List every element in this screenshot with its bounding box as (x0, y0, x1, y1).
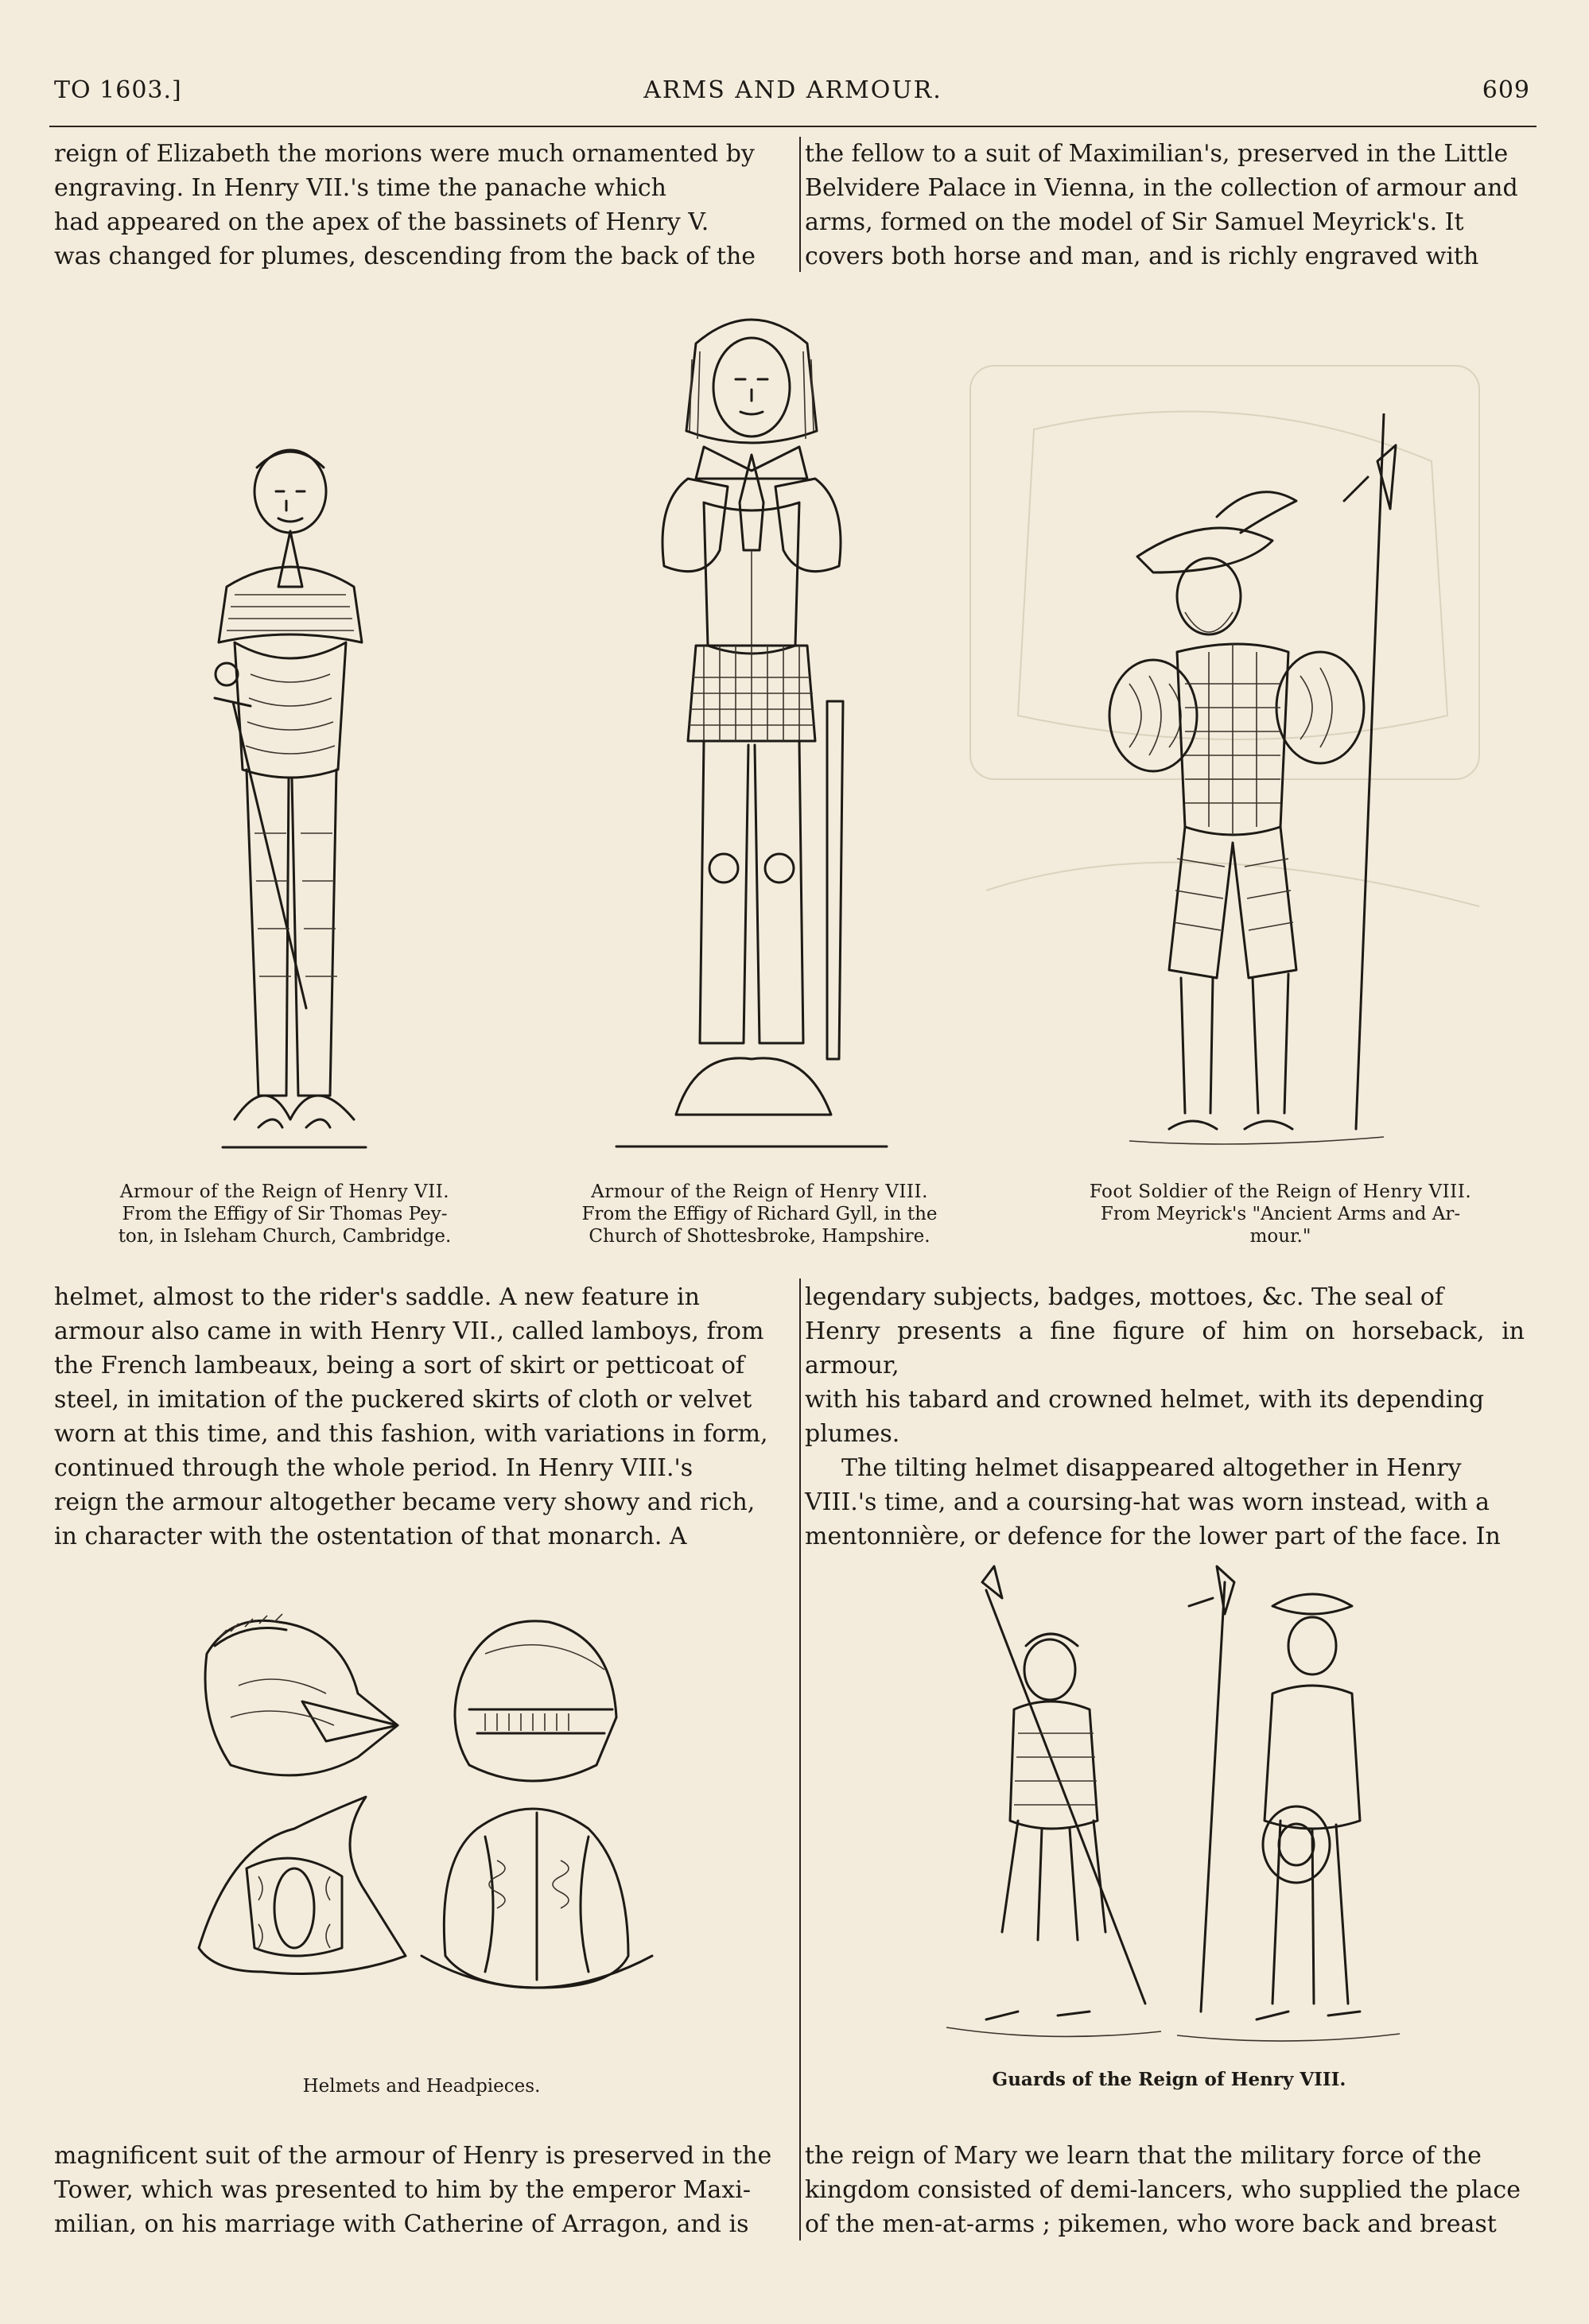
top-right-column (805, 137, 1525, 274)
text-line: Henry presents a fine figure of him on horseback, in armour, (805, 1317, 1525, 1379)
header-rule (49, 126, 1537, 127)
effigy-henry-vii-illustration (139, 436, 441, 1155)
column-divider-top (799, 137, 801, 272)
text-line: the French lambeaux, being a sort of skirt or petticoat of (54, 1352, 744, 1379)
text-line: The tilting helmet disappeared altogether in Henry (841, 1454, 1462, 1482)
page-date-range: TO 1603.] (54, 76, 182, 104)
foot-soldier-illustration (1082, 413, 1432, 1157)
text-line: covers both horse and man, and is richly engraved with (805, 242, 1479, 270)
text-line: milian, on his marriage with Catherine of Arragon, and is (54, 2210, 749, 2238)
guard-left (946, 1566, 1161, 2036)
text-line: worn at this time, and this fashion, with variations in form, (54, 1420, 768, 1448)
caption-title: Foot Soldier of the Reign of Henry VIII. (1089, 1181, 1472, 1202)
caption-title: Helmets and Headpieces. (302, 2076, 541, 2097)
figure-caption-foot-soldier (1026, 1181, 1535, 1247)
text-line: kingdom consisted of demi-lancers, who supplied the place (805, 2176, 1521, 2204)
guards-illustration (938, 1558, 1408, 2051)
bottom-right-column (805, 2139, 1525, 2241)
text-line: magnificent suit of the armour of Henry is preserved in the (54, 2142, 772, 2170)
helmet-morion (199, 1797, 406, 1974)
text-line: reign the armour altogether became very showy and rich, (54, 1488, 756, 1516)
page-title: ARMS AND ARMOUR. (643, 76, 942, 104)
text-line: the fellow to a suit of Maximilian's, preserved in the Little (805, 140, 1509, 168)
effigy-henry-viii-illustration (600, 312, 907, 1154)
caption-line: mour." (1249, 1226, 1311, 1247)
caption-line: Church of Shottesbroke, Hampshire. (589, 1226, 930, 1247)
caption-line: ton, in Isleham Church, Cambridge. (118, 1226, 452, 1247)
text-line: with his tabard and crowned helmet, with its depending (805, 1386, 1485, 1414)
text-line: had appeared on the apex of the bassinets of Henry V. (54, 208, 709, 236)
text-line: armour also came in with Henry VII., called lamboys, from (54, 1317, 764, 1345)
text-line: arms, formed on the model of Sir Samuel Meyrick's. It (805, 208, 1464, 236)
top-left-column (54, 137, 779, 274)
helmets-illustration (183, 1606, 660, 2059)
text-line: in character with the ostentation of that monarch. A (54, 1523, 687, 1550)
bottom-left-column (54, 2139, 779, 2241)
text-line: legendary subjects, badges, mottoes, &c. The seal of (805, 1283, 1443, 1311)
text-line: mentonnière, or defence for the lower part of the face. In (805, 1523, 1501, 1550)
helmet-profile (205, 1614, 398, 1775)
text-line: of the men-at-arms ; pikemen, who wore back and breast (805, 2210, 1497, 2238)
mid-right-column (805, 1280, 1525, 1554)
caption-title: Armour of the Reign of Henry VII. (119, 1181, 450, 1202)
caption-line: From the Effigy of Richard Gyll, in the (581, 1204, 938, 1224)
text-line: plumes. (805, 1420, 900, 1448)
helmet-closed (455, 1621, 616, 1781)
text-line: Belvidere Palace in Vienna, in the collection of armour and (805, 174, 1518, 202)
figure-caption-henry-vii (62, 1181, 507, 1247)
caption-line: From the Effigy of Sir Thomas Pey- (122, 1204, 448, 1224)
text-line: VIII.'s time, and a coursing-hat was worn instead, with a (805, 1488, 1490, 1516)
caption-line: From Meyrick's "Ancient Arms and Ar- (1100, 1204, 1461, 1224)
helmets-caption (183, 2075, 660, 2097)
text-line: Tower, which was presented to him by the emperor Maxi- (54, 2176, 751, 2204)
caption-title: Guards of the Reign of Henry VIII. (992, 2069, 1346, 2090)
text-line: was changed for plumes, descending from the back of the (54, 242, 756, 270)
caption-title: Armour of the Reign of Henry VIII. (591, 1181, 928, 1202)
helmet-cabasset (422, 1809, 652, 1988)
running-head (49, 76, 1537, 124)
column-divider-lower (799, 1278, 801, 2241)
guard-right (1177, 1566, 1400, 2041)
text-line: steel, in imitation of the puckered skirts of cloth or velvet (54, 1386, 752, 1414)
text-line: helmet, almost to the rider's saddle. A new feature in (54, 1283, 700, 1311)
guards-caption (915, 2069, 1424, 2091)
text-line: the reign of Mary we learn that the military force of the (805, 2142, 1482, 2170)
figure-caption-henry-viii (529, 1181, 990, 1247)
text-line: continued through the whole period. In Henry VIII.'s (54, 1454, 693, 1482)
page-number: 609 (1482, 76, 1530, 104)
mid-left-column (54, 1280, 779, 1554)
text-line: reign of Elizabeth the morions were much ornamented by (54, 140, 755, 168)
text-line: engraving. In Henry VII.'s time the panache which (54, 174, 666, 202)
